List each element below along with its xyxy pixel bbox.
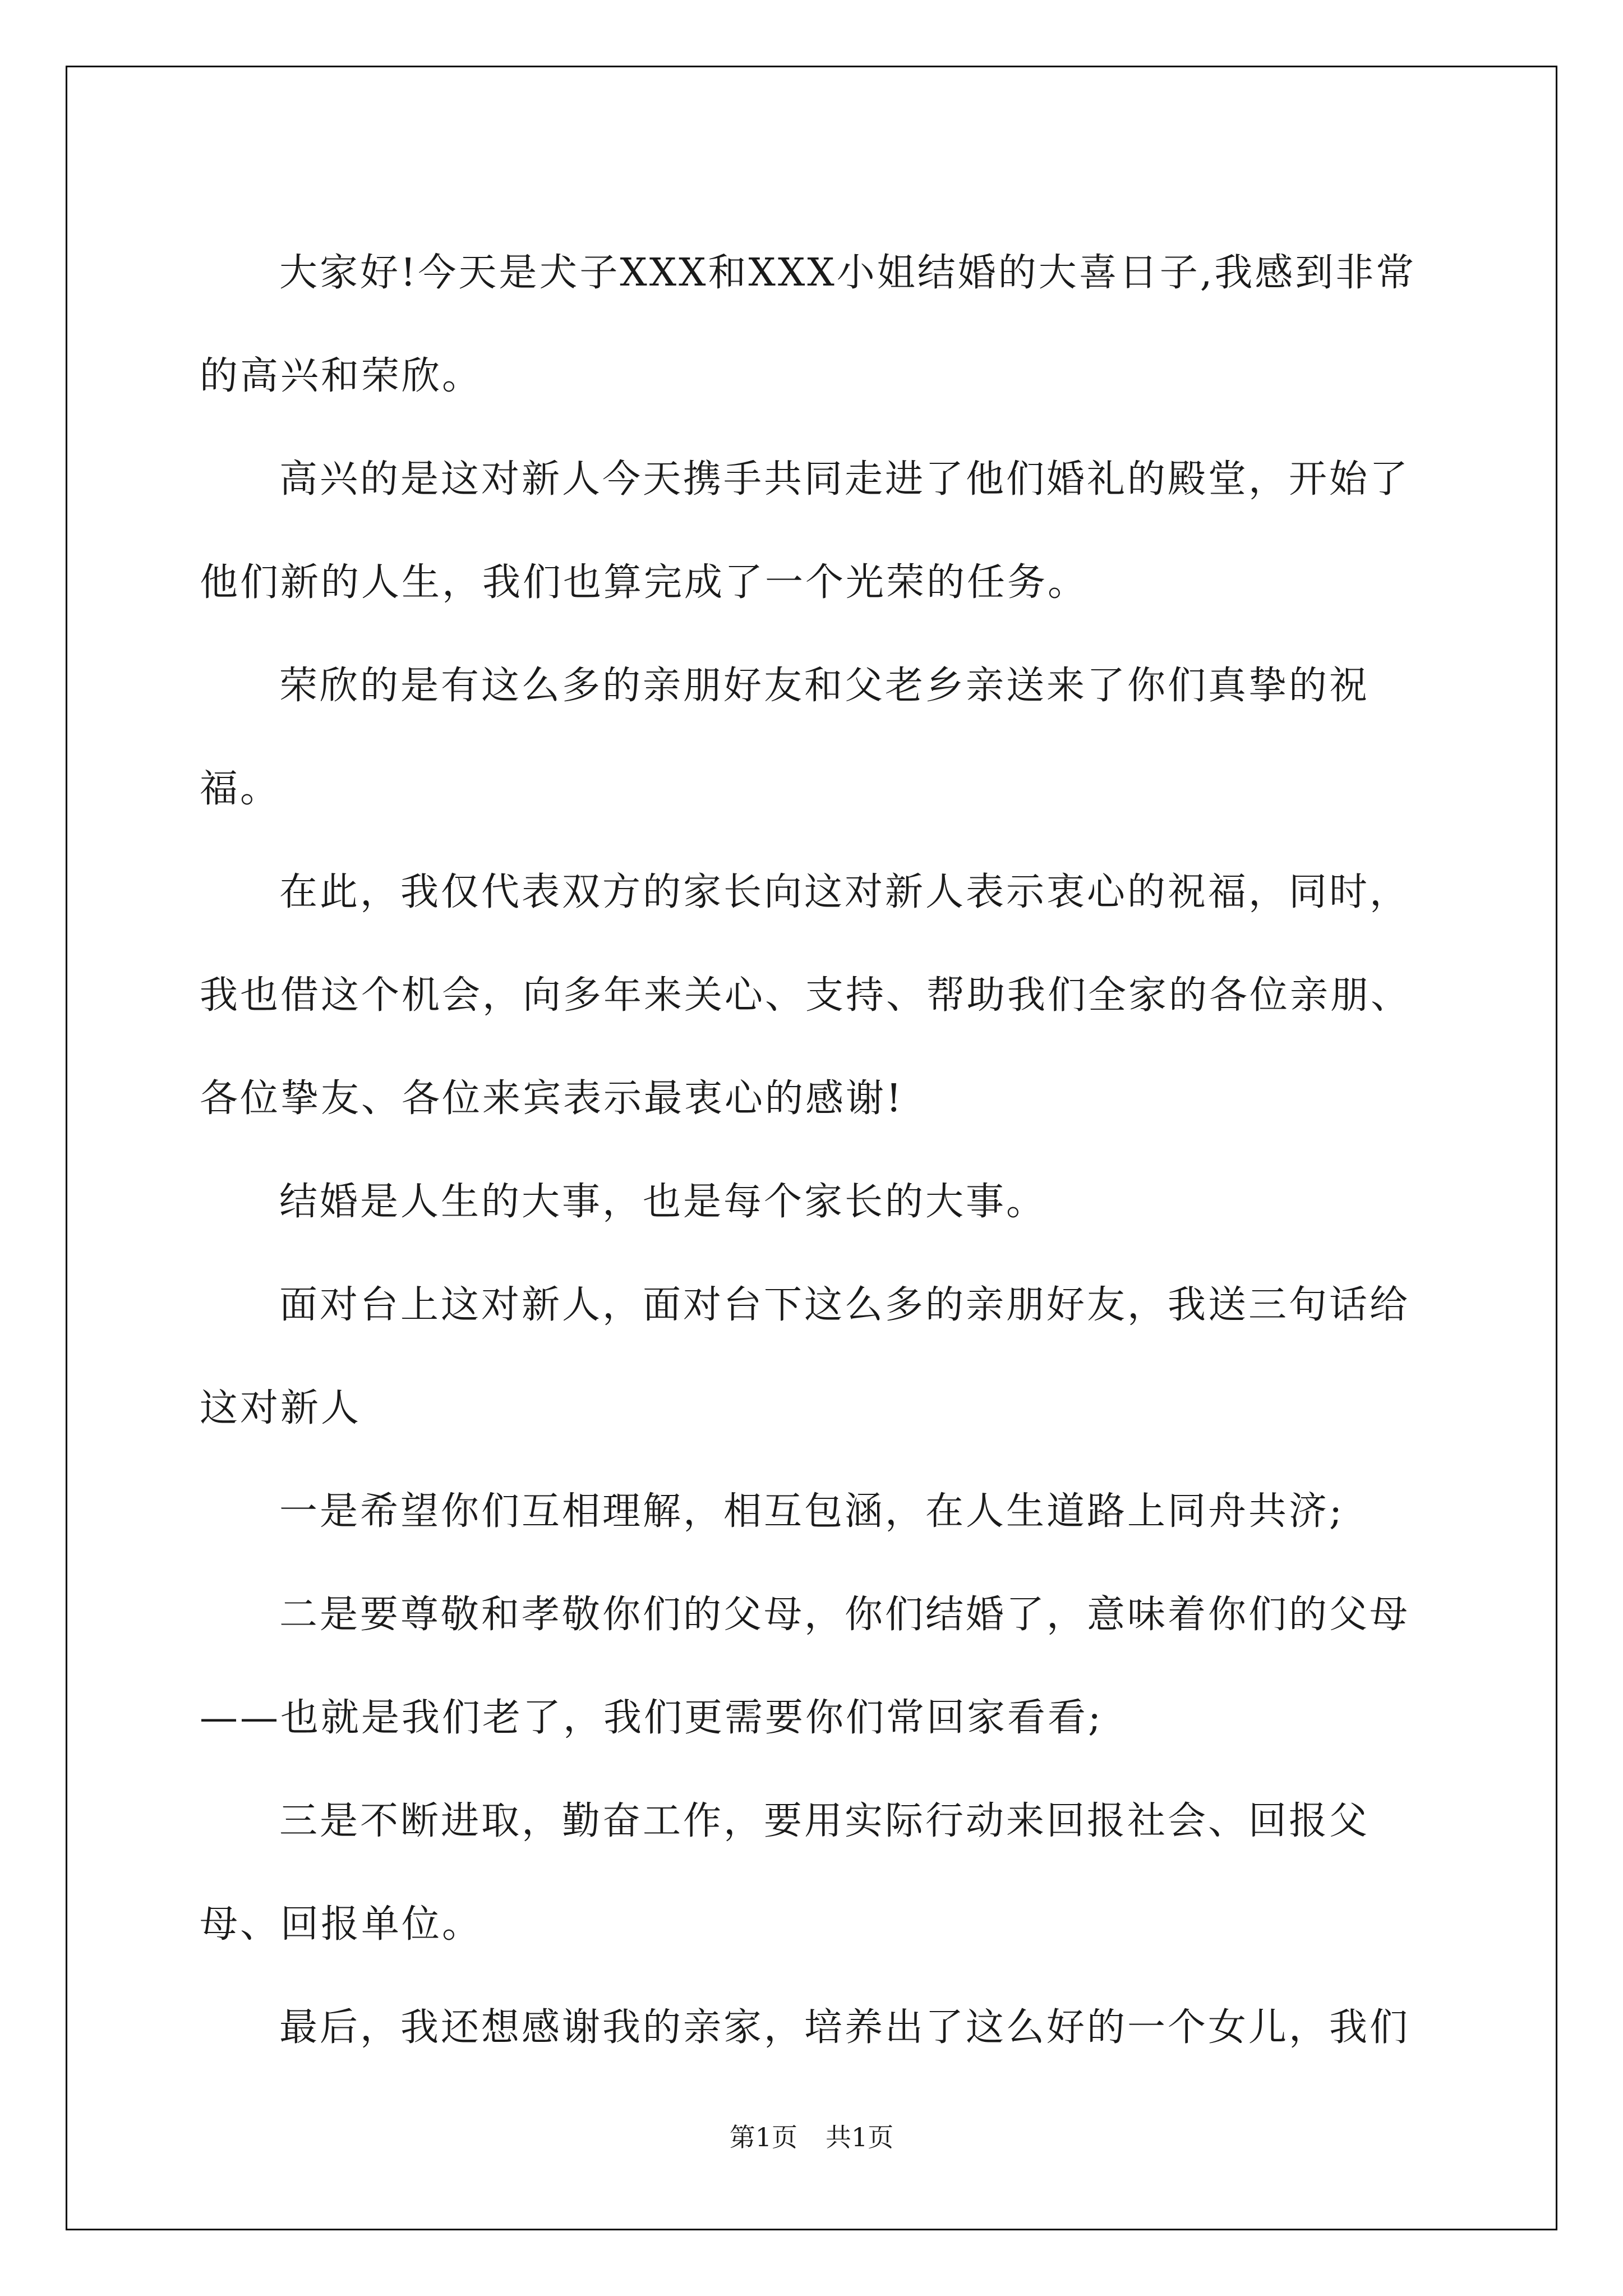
paragraph: 结婚是人生的大事，也是每个家长的大事。 [279, 1180, 1047, 1224]
page-footer [0, 2120, 1623, 2154]
document-body [200, 222, 1429, 2079]
paragraph: 高兴的是这对新人今天携手共同走进了他们婚礼的殿堂，开始了他们新的人生，我们也算完成了一个光荣的任务。 [200, 457, 1410, 605]
paragraph: 荣欣的是有这么多的亲朋好友和父老乡亲送来了你们真挚的祝福。 [200, 664, 1370, 811]
page-number: 第1页 [729, 2122, 797, 2152]
paragraph: 二是要尊敬和孝敬你们的父母，你们结婚了，意味着你们的父母——也就是我们老了，我们更需要你们常回家看看; [200, 1593, 1410, 1740]
paragraph: 最后，我还想感谢我的亲家，培养出了这么好的一个女儿，我们 [279, 2005, 1410, 2050]
paragraph: 面对台上这对新人，面对台下这么多的亲朋好友，我送三句话给这对新人 [200, 1283, 1410, 1430]
page-total: 共1页 [826, 2122, 894, 2152]
paragraph: 三是不断进取，勤奋工作，要用实际行动来回报社会、回报父母、回报单位。 [200, 1799, 1370, 1947]
paragraph: 大家好!今天是犬子XXX和XXX小姐结婚的大喜日子,我感到非常的高兴和荣欣。 [200, 251, 1417, 398]
paragraph: 在此，我仅代表双方的家长向这对新人表示衷心的祝福，同时，我也借这个机会，向多年来关心、支持、帮助我们全家的各位亲朋、各位挚友、各位来宾表示最衷心的感谢! [200, 870, 1412, 1121]
paragraph: 一是希望你们互相理解，相互包涵，在人生道路上同舟共济; [279, 1489, 1344, 1534]
